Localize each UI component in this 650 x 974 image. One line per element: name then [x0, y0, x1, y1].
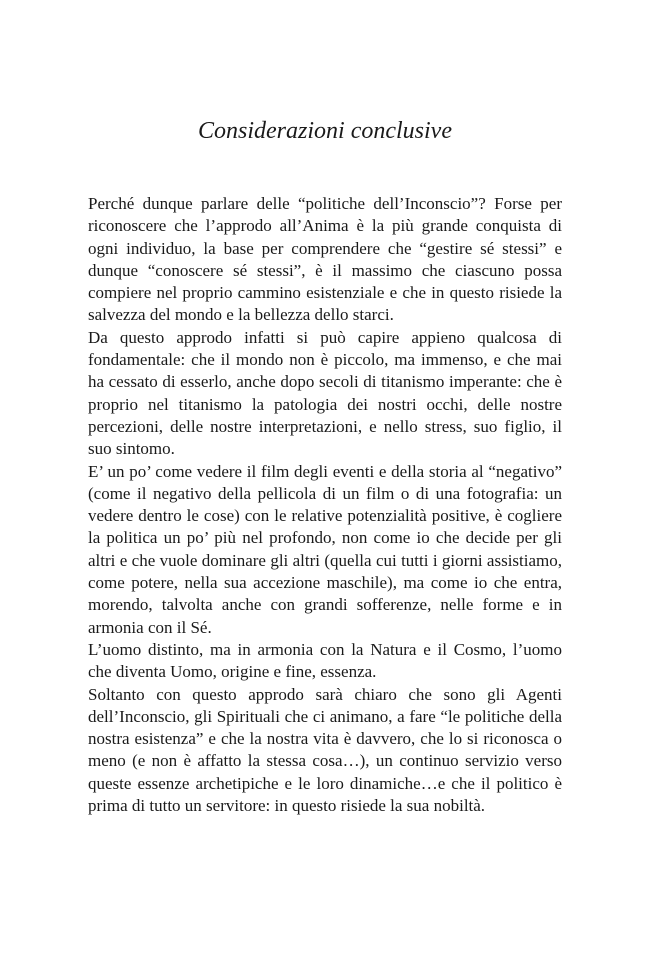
paragraph: E’ un po’ come vedere il film degli eventi e della storia al “negativo” (come il negativo della pellicola di un film o di una fotografia: un vedere dentro le cose) con le relative potenzialità positive, è cogliere la politica un po’ più nel profondo, non come io che decide per gli altri e che vuole dominare gli altri (quella cui tutti i giorni assistiamo, come potere, nella sua accezione maschile), ma come io che entra, morendo, talvolta anche con grandi sofferenze, nelle forme e in armonia con il Sé. [88, 461, 562, 637]
paragraph: Perché dunque parlare delle “politiche dell’Inconscio”? Forse per riconoscere che l’approdo all’Anima è la più grande conquista di ogni individuo, la base per comprendere che “gestire sé stessi” e dunque “conoscere sé stessi”, è il massimo che ciascuno possa compiere nel proprio cammino esistenziale e che in questo risiede la salvezza del mondo e la bellezza dello starci. [88, 194, 562, 325]
paragraph: Soltanto con questo approdo sarà chiaro che sono gli Agenti dell’Inconscio, gli Spirituali che ci animano, a fare “le politiche della nostra esistenza” e che la nostra vita è davvero, che lo si riconosca o meno (e non è affatto la stessa cosa…), un continuo servizio verso queste essenze archetipiche e le loro dinamiche…e che il politico è prima di tutto un servitore: in questo risiede la sua nobiltà. [88, 684, 562, 816]
chapter-title: Considerazioni conclusive [198, 118, 452, 144]
chapter-body [88, 193, 562, 817]
paragraph: L’uomo distinto, ma in armonia con la Natura e il Cosmo, l’uomo che diventa Uomo, origine e fine, essenza. [88, 639, 562, 682]
paragraph: Da questo approdo infatti si può capire appieno qualcosa di fondamentale: che il mondo non è piccolo, ma immenso, e che mai ha cessato di esserlo, anche dopo secoli di titanismo imperante: che è proprio nel titanismo la patologia dei nostri occhi, delle nostre percezioni, delle nostre interpretazioni, e nello stress, suo figlio, il suo sintomo. [88, 327, 562, 459]
